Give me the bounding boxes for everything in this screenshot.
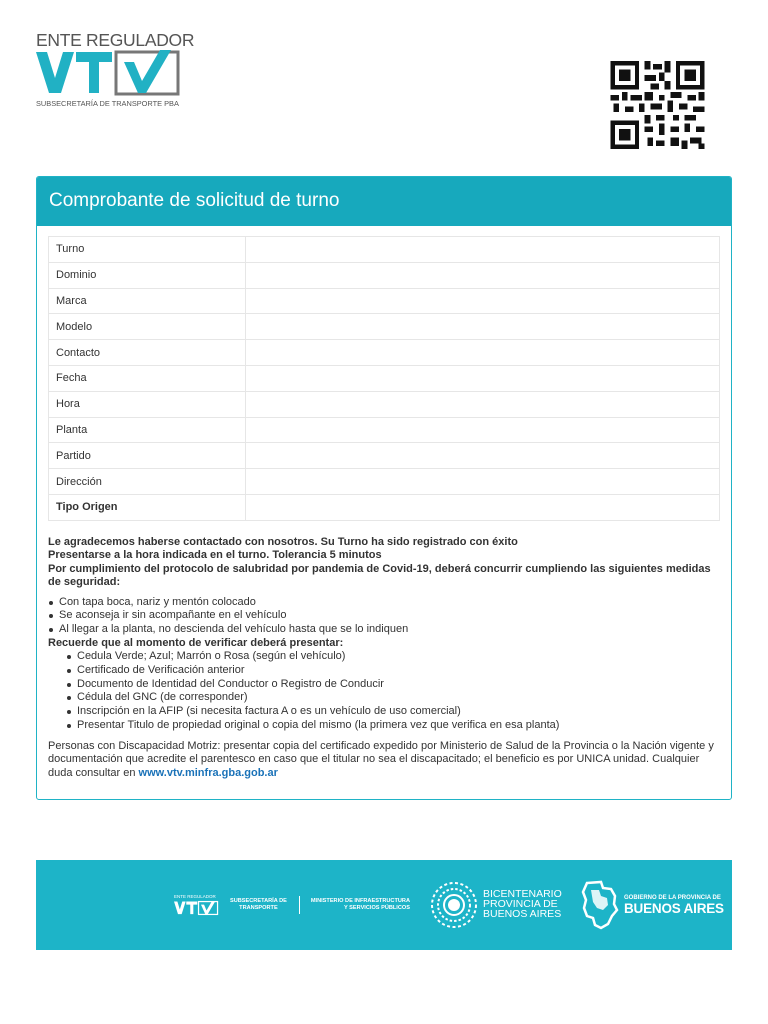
row-value <box>246 262 720 288</box>
table-row <box>49 417 720 443</box>
bicentenario-emblem-icon <box>429 880 479 930</box>
list-item: Cedula Verde; Azul; Marrón o Rosa (según el vehículo) <box>66 650 720 664</box>
turno-details-table <box>48 236 720 521</box>
row-label: Turno <box>49 237 246 263</box>
list-item: Cédula del GNC (de corresponder) <box>66 691 720 705</box>
table-row <box>49 237 720 263</box>
footer-subsecretaria-line: SUBSECRETARÍA DE <box>230 898 287 904</box>
row-value <box>246 365 720 391</box>
disability-text: Personas con Discapacidad Motriz: presentar copia del certificado expedido por Ministerio de Salud de la Provincia o la Nación vigente y documentación que acredite el parentesco en caso que el titular no sea el discapacitado; el beneficio es por UNICA unidad. Cualquier duda consultar en <box>48 739 714 780</box>
row-value <box>246 237 720 263</box>
list-item: Presentar Titulo de propiedad original o copia del mismo (la primera vez que verifica en esa planta) <box>66 719 720 733</box>
row-label: Fecha <box>49 365 246 391</box>
row-label: Partido <box>49 443 246 469</box>
row-value <box>246 443 720 469</box>
list-item: Se aconseja ir sin acompañante en el vehículo <box>48 609 720 623</box>
table-row <box>49 443 720 469</box>
footer-subsecretaria-line: TRANSPORTE <box>239 905 278 911</box>
footer-vtv-mark <box>174 900 220 916</box>
table-row <box>49 288 720 314</box>
qr-code <box>610 61 705 149</box>
vtv-website-link[interactable]: www.vtv.minfra.gba.gob.ar <box>138 767 278 780</box>
vtv-logo-mark <box>36 48 186 98</box>
bicentenario-line: BUENOS AIRES <box>483 908 562 920</box>
bicentenario-line: BICENTENARIO <box>483 888 562 900</box>
message-line: Le agradecemos haberse contactado con nosotros. Su Turno ha sido registrado con éxito <box>48 535 518 548</box>
card-body <box>37 226 731 781</box>
disability-note <box>48 740 720 781</box>
list-item: Inscripción en la AFIP (si necesita factura A o es un vehículo de uso comercial) <box>66 705 720 719</box>
footer-vtv-org: ENTE REGULADOR <box>174 894 216 899</box>
table-row <box>49 494 720 520</box>
row-value <box>246 391 720 417</box>
row-label: Dirección <box>49 469 246 495</box>
vtv-logo <box>36 30 196 110</box>
list-item: Documento de Identidad del Conductor o Registro de Conducir <box>66 678 720 692</box>
footer-banner <box>36 860 732 950</box>
row-label: Hora <box>49 391 246 417</box>
row-label: Dominio <box>49 262 246 288</box>
row-value <box>246 340 720 366</box>
documents-list <box>48 650 720 732</box>
table-row <box>49 365 720 391</box>
card-title: Comprobante de solicitud de turno <box>37 177 731 226</box>
logo-subsecretaria: SUBSECRETARÍA DE TRANSPORTE PBA <box>36 99 179 108</box>
row-value <box>246 469 720 495</box>
safety-list <box>48 596 720 637</box>
footer-ministerio <box>304 898 410 912</box>
row-value <box>246 314 720 340</box>
table-row <box>49 469 720 495</box>
province-map-icon <box>581 880 619 930</box>
gobierno-logo <box>624 895 724 916</box>
row-label: Contacto <box>49 340 246 366</box>
table-row <box>49 262 720 288</box>
table-row <box>49 340 720 366</box>
message-line: Presentarse a la hora indicada en el turno. Tolerancia 5 minutos <box>48 549 382 562</box>
logo-org-line: ENTE REGULADOR <box>36 30 195 50</box>
table-row <box>49 391 720 417</box>
footer-ministerio-line: MINISTERIO DE INFRAESTRUCTURA <box>310 898 410 904</box>
footer-ministerio-line: Y SERVICIOS PÚBLICOS <box>343 905 410 911</box>
message-line: Por cumplimiento del protocolo de salubridad por pandemia de Covid-19, deberá concurrir cumpliendo las siguientes medidas de seguridad: <box>48 562 711 589</box>
row-label: Tipo Origen <box>49 494 246 520</box>
bicentenario-line: PROVINCIA DE <box>483 898 558 910</box>
list-item: Certificado de Verificación anterior <box>66 664 720 678</box>
footer-subsecretaria <box>230 898 287 912</box>
bicentenario-text <box>483 889 562 919</box>
confirmation-message <box>48 536 720 590</box>
list-item: Al llegar a la planta, no descienda del vehículo hasta que se lo indiquen <box>48 623 720 637</box>
row-label: Planta <box>49 417 246 443</box>
turno-card <box>36 176 732 800</box>
row-value <box>246 494 720 520</box>
row-label: Marca <box>49 288 246 314</box>
gobierno-small-text: GOBIERNO DE LA PROVINCIA DE <box>624 895 721 901</box>
list-item: Con tapa boca, nariz y mentón colocado <box>48 596 720 610</box>
row-value <box>246 417 720 443</box>
documents-heading: Recuerde que al momento de verificar deberá presentar: <box>48 636 344 649</box>
row-label: Modelo <box>49 314 246 340</box>
gobierno-big-text: BUENOS AIRES <box>624 901 724 916</box>
row-value <box>246 288 720 314</box>
footer-divider <box>299 896 300 914</box>
table-row <box>49 314 720 340</box>
